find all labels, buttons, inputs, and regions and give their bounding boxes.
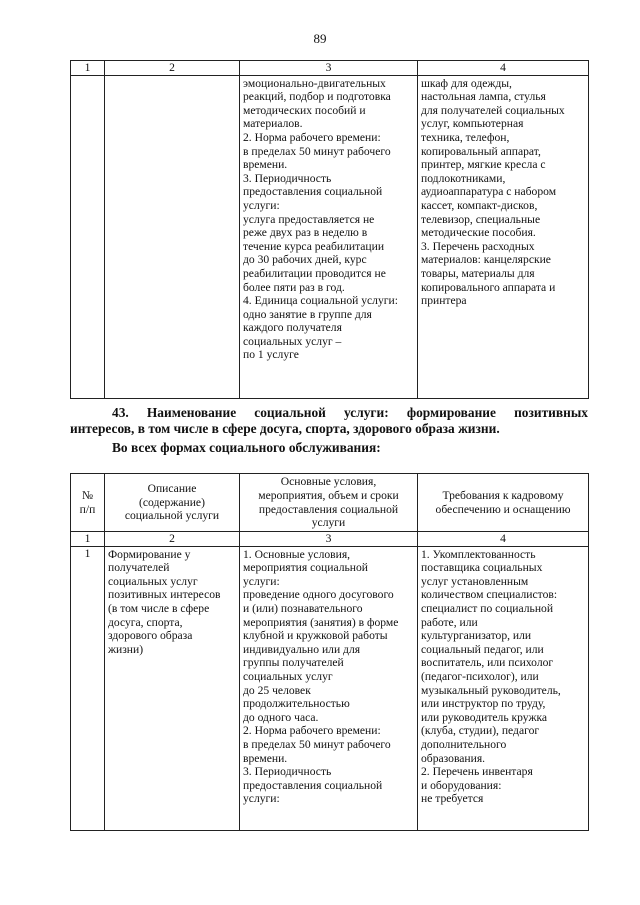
column-number-3: 3 [240,532,418,547]
row-number-cell [71,75,105,398]
conditions-cell: 1. Основные условия, мероприятия социальной услуги: проведение одного досугового и (или) познавательного мероприятия (занятия) в форме клубной и кружковой работы индивидуально или для группы получателей социальных услуг до 25 человек продолжительностью до одного часа. 2. Норма рабочего времени: в пределах 50 минут рабочего времени. 3. Периодичность предоставления социальной услуги: [240,546,418,830]
requirements-cell: шкаф для одежды, настольная лампа, стулья для получателей социальных услуг, компьютерная техника, телефон, копировальный аппарат, принтер, мягкие кресла с подлокотниками, аудиоаппаратура с набором кассет, компакт-дисков, телевизор, специальные методические пособия. 3. Перечень расходных материалов: канцелярские товары, материалы для копировального аппарата и принтера [418,75,589,398]
column-number-4: 4 [418,61,589,76]
table-row [71,546,589,830]
column-number-1: 1 [71,61,105,76]
header-conditions: Основные условия, мероприятия, объем и сроки предоставления социальной услуги [240,474,418,532]
page-number: 89 [313,31,327,46]
column-number-1: 1 [71,532,105,547]
requirements-cell: 1. Укомплектованность поставщика социальных услуг установленным количеством специалистов: специалист по социальной работе, или культурганизатор, или социальный педагог, или воспитатель, или психолог (педагог-психолог), или музыкальный руководитель, или инструктор по труду, или руководитель кружка (клуба, студии), педагог дополнительного образования. 2. Перечень инвентаря и оборудования: не требуется [418,546,589,830]
section-title-line-1: 43. Наименование социальной услуги: формирование позитивных [112,405,588,420]
conditions-cell: эмоционально-двигательных реакций, подбор и подготовка методических пособий и материалов. 2. Норма рабочего времени: в пределах 50 минут рабочего времени. 3. Периодичность предоставления социальной услуги: услуга предоставляется не реже двух раз в неделю в течение курса реабилитации до 30 рабочих дней, курс реабилитации проводится не более пяти раз в год. 4. Единица социальной услуги: одно занятие в группе для каждого получателя социальных услуг – по 1 услуге [240,75,418,398]
services-table-continuation [70,60,589,399]
services-table [70,473,589,831]
header-row [71,474,589,532]
table-row [71,75,589,398]
header-number: № п/п [71,474,105,532]
header-description: Описание (содержание) социальной услуги [105,474,240,532]
column-number-2: 2 [105,61,240,76]
service-forms-note: Во всех формах социального обслуживания: [112,440,381,455]
column-number-3: 3 [240,61,418,76]
section-title [70,405,588,437]
column-number-row [71,532,589,547]
description-cell [105,75,240,398]
row-number-cell: 1 [71,546,105,830]
column-number-4: 4 [418,532,589,547]
column-number-2: 2 [105,532,240,547]
header-requirements: Требования к кадровому обеспечению и оснащению [418,474,589,532]
column-number-row [71,61,589,76]
section-title-line-2: интересов, в том числе в сфере досуга, спорта, здорового образа жизни. [70,421,500,436]
description-cell: Формирование у получателей социальных услуг позитивных интересов (в том числе в сфере досуга, спорта, здорового образа жизни) [105,546,240,830]
